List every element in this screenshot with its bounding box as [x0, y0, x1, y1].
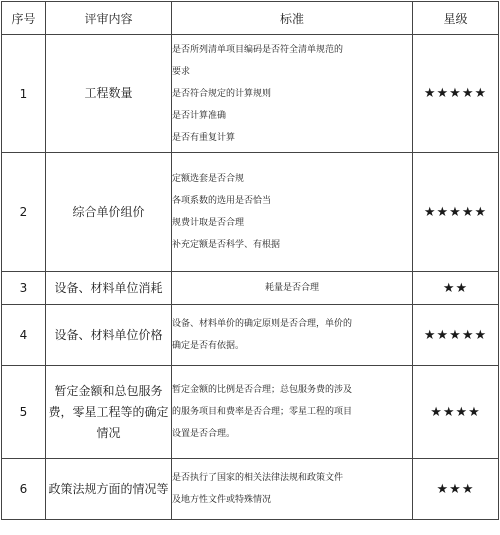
table-row — [2, 366, 499, 459]
standard-line: 暂定金额的比例是否合理；总包服务费的涉及 — [172, 385, 353, 395]
standard-line: 各项系数的选用是否恰当 — [172, 196, 272, 206]
row-seq: 1 — [2, 35, 46, 153]
rating-stars: ★★★★★ — [413, 305, 499, 366]
table-row — [2, 153, 499, 272]
standard-line: 耗量是否合理 — [264, 283, 319, 293]
rating-stars: ★★ — [413, 272, 499, 305]
row-seq: 6 — [2, 459, 46, 520]
standard-line: 确定是否有依据。 — [172, 341, 245, 351]
standard-line: 设备、材料单价的确定原则是否合理，单价的 — [172, 319, 353, 329]
row-item: 综合单价组价 — [46, 153, 172, 272]
row-seq: 5 — [2, 366, 46, 459]
row-item: 工程数量 — [46, 35, 172, 153]
header-rating: 星级 — [413, 2, 499, 35]
row-item: 暂定金额和总包服务费，零星工程等的确定情况 — [46, 366, 172, 459]
header-item: 评审内容 — [46, 2, 172, 35]
table-row — [2, 305, 499, 366]
row-standard — [172, 153, 413, 272]
standard-line: 及地方性文件或特殊情况 — [172, 495, 272, 505]
header-seq: 序号 — [2, 2, 46, 35]
row-seq: 3 — [2, 272, 46, 305]
standard-line: 是否有重复计算 — [172, 132, 236, 143]
standard-line: 设置是否合理。 — [172, 429, 236, 439]
row-item: 设备、材料单位价格 — [46, 305, 172, 366]
standard-line: 是否执行了国家的相关法律法规和政策文件 — [172, 473, 344, 483]
table-row — [2, 459, 499, 520]
row-seq: 2 — [2, 153, 46, 272]
row-standard — [172, 35, 413, 153]
standard-line: 是否计算准确 — [172, 110, 227, 121]
header-row — [2, 2, 499, 35]
table-row — [2, 35, 499, 153]
standard-line: 是否所列清单项目编码是否符全清单规范的 — [172, 44, 344, 55]
standard-line: 要求 — [172, 66, 191, 77]
row-standard — [172, 272, 413, 305]
rating-stars: ★★★★★ — [413, 35, 499, 153]
row-seq: 4 — [2, 305, 46, 366]
standard-line: 的服务项目和费率是否合理；零星工程的项目 — [172, 407, 353, 417]
review-table — [1, 1, 499, 520]
rating-stars: ★★★★ — [413, 366, 499, 459]
standard-line: 补充定额是否科学、有根据 — [172, 240, 281, 250]
standard-line: 是否符合规定的计算规则 — [172, 88, 272, 99]
row-standard — [172, 305, 413, 366]
standard-line: 定额选套是否合规 — [172, 174, 245, 184]
row-standard — [172, 459, 413, 520]
rating-stars: ★★★★★ — [413, 153, 499, 272]
header-standard: 标准 — [172, 2, 413, 35]
standard-line: 规费计取是否合理 — [172, 218, 245, 228]
row-item: 设备、材料单位消耗 — [46, 272, 172, 305]
row-item: 政策法规方面的情况等 — [46, 459, 172, 520]
row-standard — [172, 366, 413, 459]
table-row — [2, 272, 499, 305]
rating-stars: ★★★ — [413, 459, 499, 520]
